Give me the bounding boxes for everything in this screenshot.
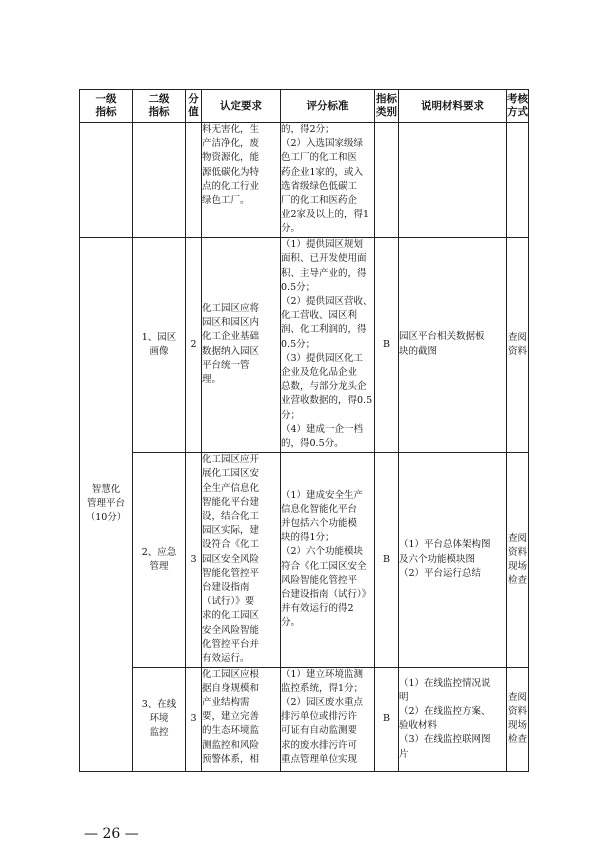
text-line: 管理平台 (86, 498, 125, 510)
text-line: 画像 (149, 345, 169, 357)
text-line: 有效运行。 (202, 652, 250, 664)
text-line: 的，得2分； (281, 124, 335, 135)
text-line: 化工园区应将 (202, 303, 260, 315)
cont-category (375, 123, 399, 238)
text-line: 2、应急 (141, 546, 177, 558)
row1-name (133, 237, 186, 452)
text-line: 设符合《化工 (202, 539, 260, 551)
header-line: 指标 (95, 106, 117, 118)
text-line: 重点管理单位实现 (281, 753, 358, 765)
text-line: （1）提供园区规划 (281, 239, 364, 251)
row1-scoring (281, 237, 375, 452)
text-line: 厂的化工和医药企 (281, 195, 358, 207)
text-line: 片 (399, 748, 409, 760)
text-line: 智能化平台建 (202, 496, 260, 508)
text-line: （3）在线监控联网图 (399, 734, 491, 746)
text-line: 展化工园区安 (202, 468, 260, 480)
row1-points: 2 (186, 237, 202, 452)
header-requirement (202, 90, 281, 123)
row1-category: B (375, 237, 399, 452)
header-line: 指标 (148, 106, 170, 118)
text-line: 化工园区应开 (202, 454, 260, 466)
text-line: 全生产信息化 (202, 482, 260, 494)
text-line: 润、化工利润的，得 (281, 324, 367, 336)
row2-documents (399, 452, 507, 667)
text-line: 园区实际，建 (202, 525, 260, 537)
text-line: 测监控和风险 (202, 739, 260, 751)
row3-method (507, 667, 529, 771)
row2-scoring (281, 452, 375, 667)
text-line: 求的化工园区 (202, 610, 260, 622)
row3-documents (399, 667, 507, 771)
text-line: 查阅 (507, 692, 527, 704)
text-line: 面积、已开发使用面 (281, 253, 367, 265)
text-line: 选省级绿色低碳工 (281, 180, 358, 192)
text-line: （10分） (85, 512, 127, 524)
header-points (186, 90, 202, 123)
header-scoring (281, 90, 375, 123)
cont-method (507, 123, 529, 238)
text-line: 管理 (149, 560, 169, 572)
text-line: 数据纳入园区 (202, 345, 260, 357)
text-line: （2）入选国家级绿 (281, 138, 364, 150)
header-line: 类别 (376, 106, 397, 118)
text-line: 化管控平台并 (202, 638, 260, 650)
text-line: 并有效运行的得2 (281, 603, 354, 615)
text-line: 查阅 (507, 331, 527, 343)
text-line: 台建设指南 (202, 581, 250, 593)
row3-scoring (281, 667, 375, 771)
text-line: （1）建成安全生产 (281, 489, 364, 501)
text-line: 业营收数据的，得0.5 (281, 395, 373, 407)
header-line: 考核 (507, 93, 528, 105)
text-line: 监控 (149, 727, 169, 739)
text-line: 可证有自动监测要 (281, 725, 358, 737)
text-line: 要，建立完善 (202, 711, 260, 723)
text-line: 资料 (507, 546, 527, 558)
text-line: 积、主导产业的，得 (281, 267, 367, 279)
row3-category: B (375, 667, 399, 771)
text-line: 化工园区应根 (202, 668, 260, 680)
text-line: （2）在线监控方案、 (399, 705, 491, 717)
cont-points (186, 123, 202, 238)
text-line: 检查 (507, 734, 527, 746)
text-line: （4）建成一企一档 (281, 423, 364, 435)
text-line: 及六个功能模块图 (399, 553, 476, 565)
row2-method (507, 452, 529, 667)
text-line: 企业及危化品企业 (281, 366, 358, 378)
table-row-monitoring (80, 667, 529, 771)
text-line: （试行）》要 (202, 596, 255, 608)
text-line: 环境 (149, 713, 169, 725)
text-line: 料无害化，生 (202, 124, 260, 135)
text-line: 业2家及以上的，得1 (281, 209, 370, 221)
text-line: 块的得1分； (281, 532, 335, 544)
text-line: 理。 (202, 374, 222, 386)
text-line: 1、园区 (141, 331, 177, 343)
cont-level2 (133, 123, 186, 238)
text-line: 预警体系，相 (202, 753, 260, 765)
text-line: 资料 (507, 345, 527, 357)
header-category (375, 90, 399, 123)
text-line: 安全风险智能 (202, 624, 260, 636)
text-line: 验收材料 (399, 720, 438, 732)
text-line: （1）在线监控情况说 (399, 677, 491, 689)
text-line: （2）平台运行总结 (399, 567, 482, 579)
text-line: 物资源化，能 (202, 152, 260, 164)
text-line: （1）建立环境监测 (281, 668, 364, 680)
row2-requirement (202, 452, 281, 667)
header-line: 认定要求 (220, 99, 262, 112)
cont-scoring (281, 123, 375, 238)
header-line: 分 (188, 93, 199, 105)
text-line: 查阅 (507, 532, 527, 544)
text-line: 点的化工行业 (202, 180, 260, 192)
page-number: — 26 — (84, 826, 139, 842)
text-line: （3）提供园区化工 (281, 352, 364, 364)
text-line: 并包括六个功能模 (281, 518, 358, 530)
row2-category: B (375, 452, 399, 667)
header-level2 (133, 90, 186, 123)
text-line: 化工营收、园区利 (281, 310, 358, 322)
row1-documents (399, 237, 507, 452)
text-line: 风险智能化管控平 (281, 574, 358, 586)
text-line: 0.5分； (281, 281, 316, 293)
text-line: 分； (281, 409, 301, 421)
cont-documents (399, 123, 507, 238)
text-line: 现场 (507, 560, 527, 572)
row3-points: 3 (186, 667, 202, 771)
text-line: 平台统一管 (202, 359, 250, 371)
text-line: 绿色工厂。 (202, 195, 250, 207)
row3-name (133, 667, 186, 771)
text-line: 监控系统，得1分； (281, 682, 364, 694)
header-line: 指标 (376, 93, 397, 105)
header-line: 方式 (507, 106, 528, 118)
text-line: 园区平台相关数据板 (399, 331, 485, 343)
text-line: 台建设指南（试行）》 (281, 589, 372, 601)
cont-level1 (80, 123, 133, 238)
text-line: 的，得0.5分。 (281, 437, 344, 449)
row2-points: 3 (186, 452, 202, 667)
text-line: 智能化管控平 (202, 567, 260, 579)
text-line: 3、在线 (141, 699, 177, 711)
row2-name (133, 452, 186, 667)
text-line: 块的截图 (399, 345, 438, 357)
row1-method (507, 237, 529, 452)
level1-indicator (80, 237, 133, 771)
header-line: 说明材料要求 (421, 99, 484, 112)
text-line: 资料 (507, 706, 527, 718)
table-row-emergency (80, 452, 529, 667)
text-line: 0.5分； (281, 338, 316, 350)
header-line: 值 (188, 106, 199, 118)
header-line: 二级 (148, 93, 170, 105)
table-header-row (80, 90, 529, 123)
text-line: 设，结合化工 (202, 510, 260, 522)
text-line: 产洁净化，废 (202, 138, 260, 150)
text-line: 源低碳化为特 (202, 166, 260, 178)
cont-requirement (202, 123, 281, 238)
text-line: 总数，与部分龙头企 (281, 381, 367, 393)
text-line: 分。 (281, 617, 301, 629)
table-row-continued (80, 123, 529, 238)
text-line: 据自身规模和 (202, 682, 260, 694)
text-line: 园区和园区内 (202, 317, 260, 329)
text-line: 化工企业基础 (202, 331, 260, 343)
header-line: 评分标准 (306, 99, 349, 112)
text-line: 明 (399, 691, 409, 703)
header-documents (399, 90, 507, 123)
evaluation-table (79, 89, 529, 772)
table-row-portrait (80, 237, 529, 452)
text-line: （2）六个功能模块 (281, 546, 364, 558)
text-line: 产业结构需 (202, 697, 250, 709)
text-line: 色工厂的化工和医 (281, 152, 358, 164)
text-line: （2）园区废水重点 (281, 697, 364, 709)
text-line: 信息化智能化平台 (281, 503, 358, 515)
text-line: 检查 (507, 574, 527, 586)
text-line: 分。 (281, 223, 301, 235)
header-line: 一级 (95, 93, 117, 105)
row1-requirement (202, 237, 281, 452)
text-line: 药企业1家的，或入 (281, 166, 364, 178)
text-line: 智慧化 (91, 484, 121, 496)
text-line: 现场 (507, 720, 527, 732)
header-level1 (80, 90, 133, 123)
text-line: （2）提供园区营收、 (281, 295, 373, 307)
text-line: 符合《化工园区安全 (281, 560, 367, 572)
text-line: 园区安全风险 (202, 553, 260, 565)
row3-requirement (202, 667, 281, 771)
text-line: 排污单位或排污许 (281, 711, 358, 723)
header-method (507, 90, 529, 123)
text-line: 求的废水排污许可 (281, 739, 358, 751)
text-line: 的生态环境监 (202, 725, 260, 737)
text-line: （1）平台总体架构图 (399, 539, 491, 551)
